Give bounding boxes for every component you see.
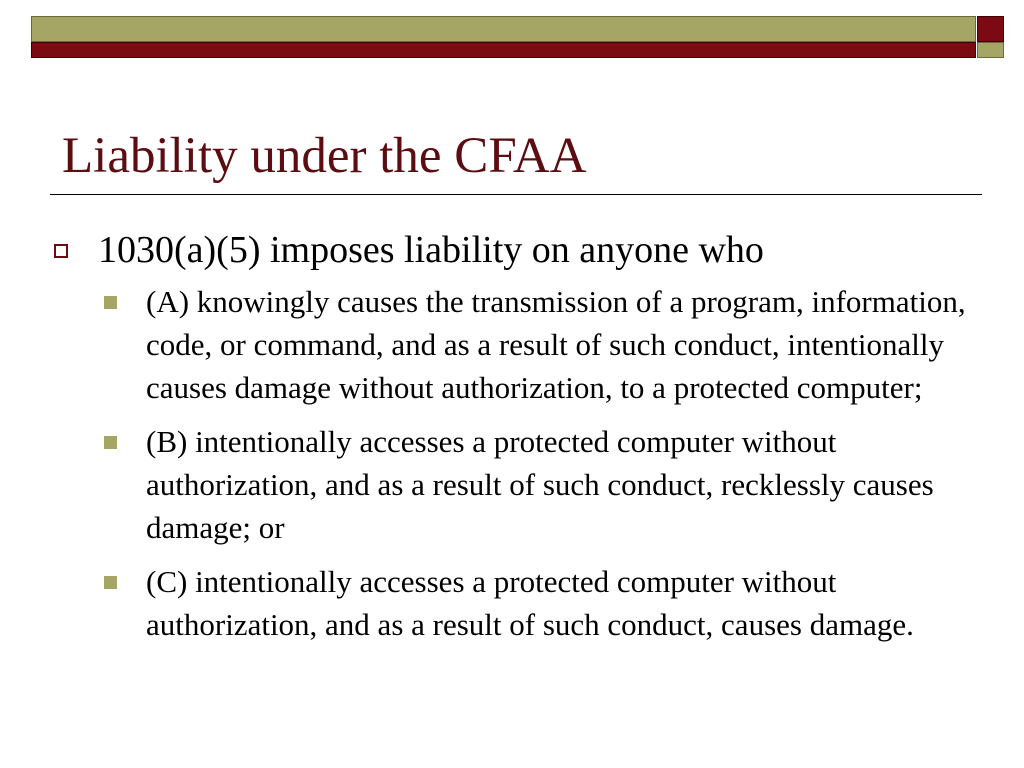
sub-bullet-item-a [40, 280, 980, 409]
main-bullet-text: 1030(a)(5) imposes liability on anyone who [98, 229, 764, 271]
header-decoration [31, 16, 1006, 59]
slide-title: Liability under the CFAA [62, 128, 587, 184]
filled-square-bullet-icon [104, 436, 117, 449]
filled-square-bullet-icon [104, 296, 117, 309]
slide-content [40, 226, 980, 657]
filled-square-bullet-icon [104, 576, 117, 589]
main-bullet-item [40, 226, 980, 274]
sub-bullet-list [40, 280, 980, 646]
sub-bullet-item-c [40, 560, 980, 646]
title-divider [50, 194, 982, 195]
sub-bullet-text: (B) intentionally accesses a protected computer without authorization, and as a result of such conduct, recklessly causes damage; or [146, 424, 934, 545]
header-maroon-bar [31, 42, 976, 58]
hollow-square-bullet-icon [54, 244, 68, 258]
header-maroon-square [977, 16, 1004, 42]
sub-bullet-text: (A) knowingly causes the transmission of a program, information, code, or command, and as a result of such conduct, intentionally causes damage without authorization, to a protected computer; [146, 284, 966, 405]
header-olive-bar [31, 16, 976, 42]
header-olive-square [977, 42, 1004, 58]
sub-bullet-item-b [40, 420, 980, 549]
sub-bullet-text: (C) intentionally accesses a protected computer without authorization, and as a result of such conduct, causes damage. [146, 564, 914, 642]
